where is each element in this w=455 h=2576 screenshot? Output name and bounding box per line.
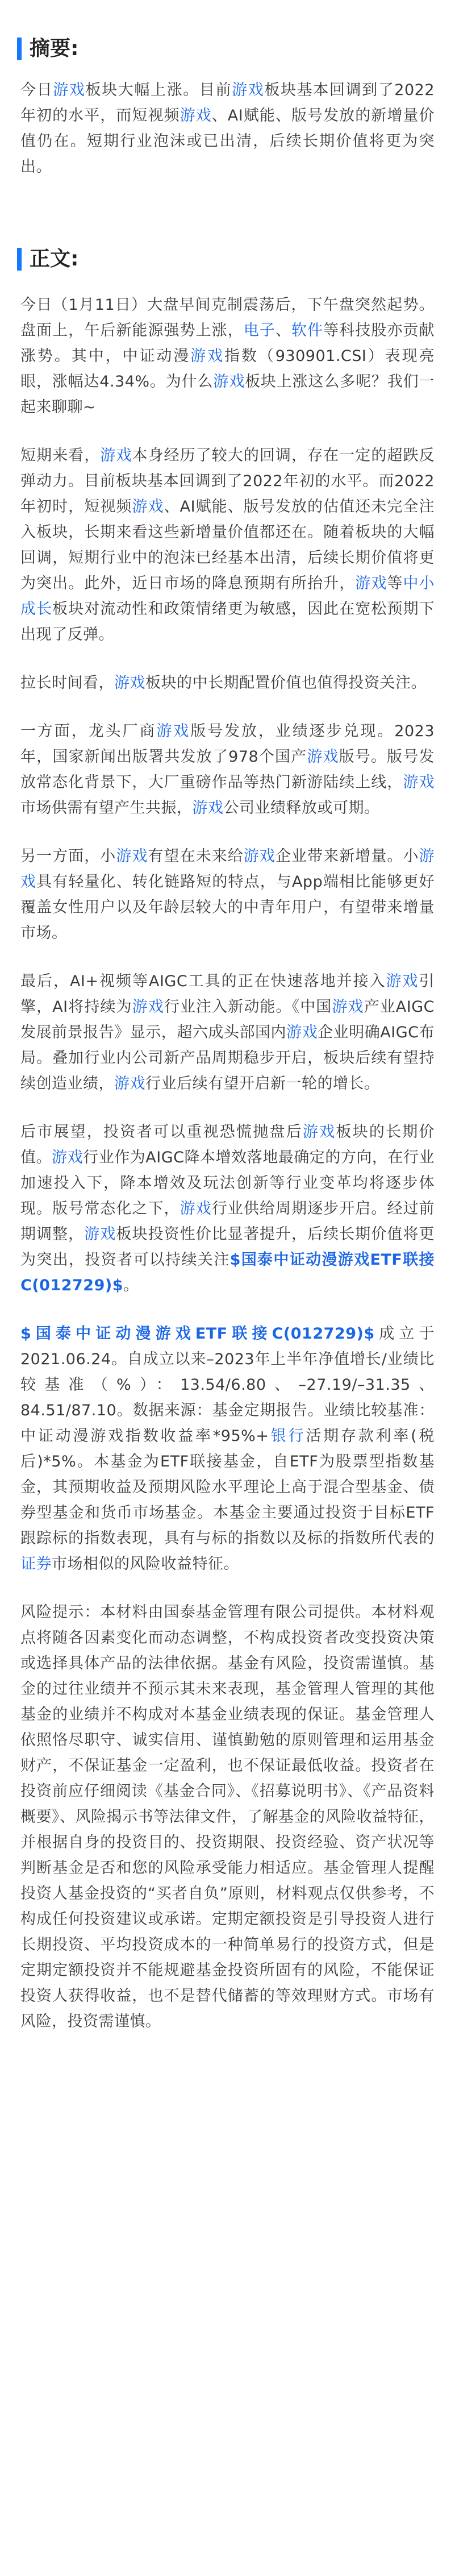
text-run: 今日 [20, 81, 53, 99]
text-run: 板块投资性价比显著提升，后续长期价值将更为突出，投资者可以持续关注 [20, 1225, 435, 1269]
text-run: 板块对流动性和政策情绪更为敏感，因此在宽松预期下出现了反弹。 [20, 600, 435, 643]
keyword-link[interactable]: 游戏 [116, 847, 148, 865]
text-run: 成立于2021.06.24。自成立以来–2023年上半年净值增长/业绩比较基准（%）：13.54/6.80、–27.19/–31.35、84.51/87.10。数据来源：基金定期报告。业绩比较基准：中证动漫游戏指数收益率*95%+ [20, 1325, 435, 1445]
text-run: 短期来看， [20, 447, 101, 464]
text-run: 板块基本回调到了2022年初的水平，而短视频 [20, 81, 435, 124]
text-run: 板块上涨这么多呢？我们一起来聊聊~ [20, 373, 435, 416]
keyword-link[interactable]: 游戏 [52, 1149, 84, 1166]
keyword-link[interactable]: 游戏 [100, 447, 132, 464]
text-run: 。 [123, 1277, 139, 1294]
keyword-link[interactable]: 游戏 [132, 498, 164, 516]
keyword-link[interactable]: 电子 [243, 322, 275, 339]
keyword-link[interactable]: 游戏 [213, 373, 245, 390]
text-run: 活期存款利率(税后)*5%。本基金为ETF联接基金，自ETF为股票型指数基金，其预期收益及预期风险水平理论上高于混合型基金、债券型基金和货币市场基金。本基金主要通过投资于目标ETF跟踪标的指数表现，具有与标的指数以及标的指数所代表的 [20, 1427, 435, 1547]
keyword-link[interactable]: 游戏 [190, 347, 224, 365]
text-run: 企业明确AIGC布局。叠加行业内公司新产品周期稳步开启，板块后续有望持续创造业绩， [20, 1024, 435, 1092]
text-run: 产业AIGC发展前景报告》显示，超六成头部国内 [20, 998, 435, 1041]
body-content [20, 292, 435, 2034]
text-run: 风险提示：本材料由国泰基金管理有限公司提供。本材料观点将随各因素变化而动态调整，不构成投资者改变投资决策或选择具体产品的法律依据。基金有风险，投资需谨慎。基金的过往业绩并不预示其未来表现，基金管理人管理的其他基金的业绩并不构成对本基金业绩表现的保证。基金管理人依照恪尽职守、诚实信用、谨慎勤勉的原则管理和运用基金财产，不保证基金一定盈利，也不保证最低收益。投资者在投资前应仔细阅读《基金合同》、《招募说明书》、《产品资料概要》、风险揭示书等法律文件，了解基金的风险收益特征，并根据自身的投资目的、投资期限、投资经验、资产状况等判断基金是否和您的风险承受能力相适应。基金管理人提醒投资人基金投资的“买者自负”原则，材料观点仅供参考，不构成任何投资建议或承诺。定期定额投资是引导投资人进行长期投资、平均投资成本的一种简单易行的投资方式，但是定期定额投资并不能规避基金投资所固有的风险，不能保证投资人获得收益，也不是替代储蓄的等效理财方式。市场有风险，投资需谨慎。 [20, 1603, 435, 2030]
text-run: 指数（930901.CSI）表现亮眼，涨幅达4.34%。为什么 [20, 347, 435, 390]
text-run: 、AI赋能、版号发放的估值还未完全注入板块，长期来看这些新增量价值都还在。随着板块的大幅回调，短期行业中的泡沫已经基本出清，后续长期价值将更为突出。此外，近日市场的降息预期有所抬升， [20, 498, 435, 592]
keyword-link[interactable]: 游戏 [132, 998, 164, 1016]
keyword-link[interactable]: 游戏 [243, 847, 275, 865]
text-run: 行业注入新动能。《中国 [164, 998, 332, 1016]
text-run: 等科技股亦贡献涨势。其中，中证动漫 [20, 322, 435, 365]
summary-heading [17, 34, 78, 64]
keyword-link[interactable]: 游戏 [114, 1075, 145, 1092]
body-paragraph [20, 670, 435, 696]
text-run: 行业供给周期逐步开启。经过前期调整， [20, 1200, 435, 1243]
keyword-link[interactable]: 中小成长 [20, 575, 435, 618]
heading-accent-bar [17, 38, 22, 60]
text-run: 板块的中长期配置价值也值得投资关注。 [145, 674, 427, 692]
keyword-link[interactable]: 证券 [20, 1555, 52, 1573]
keyword-link[interactable]: 银行 [269, 1427, 306, 1445]
text-run: 版号发放，业绩逐步兑现。2023年，国家新闻出版署共发放了978个国产 [20, 722, 435, 766]
text-run: 板块的长期价值。 [20, 1123, 435, 1166]
text-run: 板块大幅上涨。目前 [85, 81, 232, 99]
text-run: 拉长时间看， [20, 674, 114, 692]
keyword-link[interactable]: 游戏 [20, 847, 435, 891]
fund-link[interactable]: $国泰中证动漫游戏ETF联接C(012729)$ [20, 1251, 435, 1294]
text-run: 今日（1月11日）大盘早间克制震荡后，下午盘突然起势。盘面上，午后新能源强势上涨， [20, 296, 435, 339]
text-run: 行业作为AIGC降本增效落地最确定的方向，在行业加速投入下，降本增效及玩法创新等行业变革均将逐步体现。版号常态化之下， [20, 1149, 435, 1218]
keyword-link[interactable]: 游戏 [180, 107, 212, 124]
keyword-link[interactable]: 游戏 [386, 973, 419, 990]
text-run: 另一方面，小 [20, 847, 116, 865]
summary-paragraph [20, 77, 435, 180]
summary-title: 摘要: [30, 37, 79, 60]
keyword-link[interactable]: 游戏 [232, 81, 265, 99]
risk-disclaimer-paragraph [20, 1599, 435, 2034]
body-paragraph [20, 292, 435, 420]
keyword-link[interactable]: 游戏 [180, 1200, 212, 1218]
keyword-link[interactable]: 游戏 [332, 998, 364, 1016]
text-run: 引擎，AI将持续为 [20, 973, 435, 1016]
text-run: 公司业绩释放或可期。 [223, 799, 380, 817]
text-run: 一方面，龙头厂商 [20, 722, 157, 740]
text-run: 版号。版号发放常态化背景下，大厂重磅作品等热门新游陆续上线， [20, 748, 435, 791]
text-run: 行业后续有望开启新一轮的增长。 [145, 1075, 380, 1092]
body-paragraph [20, 969, 435, 1096]
text-run: 等 [387, 575, 403, 592]
body-paragraph [20, 718, 435, 821]
fund-info-paragraph [20, 1321, 435, 1577]
keyword-link[interactable]: 游戏 [302, 1123, 336, 1141]
text-run: 具有轻量化、转化链路短的特点，与App端相比能够更好覆盖女性用户以及年龄层较大的中青年用户，有望带来增量市场。 [20, 873, 435, 942]
keyword-link[interactable]: 游戏 [355, 575, 387, 592]
text-run: 本身经历了较大的回调，存在一定的超跌反弹动力。目前板块基本回调到了2022年初的水平。而2022年初时，短视频 [20, 447, 435, 516]
text-run: 市场供需有望产生共振， [20, 799, 193, 817]
text-run: 企业带来新增量。小 [275, 847, 419, 865]
keyword-link[interactable]: 游戏 [403, 774, 435, 791]
text-run: 最后，AI+视频等AIGC工具的正在快速落地并接入 [20, 973, 386, 990]
fund-link[interactable]: $国泰中证动漫游戏ETF联接C(012729)$ [20, 1325, 375, 1343]
keyword-link[interactable]: 游戏 [114, 674, 145, 692]
body-paragraph [20, 443, 435, 647]
body-heading [17, 244, 78, 274]
keyword-link[interactable]: 游戏 [156, 722, 191, 740]
keyword-link[interactable]: 游戏 [286, 1024, 318, 1041]
heading-accent-bar [17, 248, 22, 271]
text-run: 后市展望，投资者可以重视恐慌抛盘后 [20, 1123, 303, 1141]
keyword-link[interactable]: 软件 [291, 322, 324, 339]
text-run: 、 [275, 322, 292, 339]
keyword-link[interactable]: 游戏 [192, 799, 224, 817]
body-paragraph [20, 844, 435, 946]
body-paragraph [20, 1119, 435, 1298]
keyword-link[interactable]: 游戏 [84, 1225, 116, 1243]
text-run: 、AI赋能、版号发放的新增量价值仍在。短期行业泡沫或已出清，后续长期价值将更为突出。 [20, 107, 435, 176]
body-title: 正文: [30, 247, 79, 271]
text-run: 市场相似的风险收益特征。 [52, 1555, 239, 1573]
text-run: 有望在未来给 [148, 847, 244, 865]
keyword-link[interactable]: 游戏 [53, 81, 86, 99]
keyword-link[interactable]: 游戏 [307, 748, 339, 766]
